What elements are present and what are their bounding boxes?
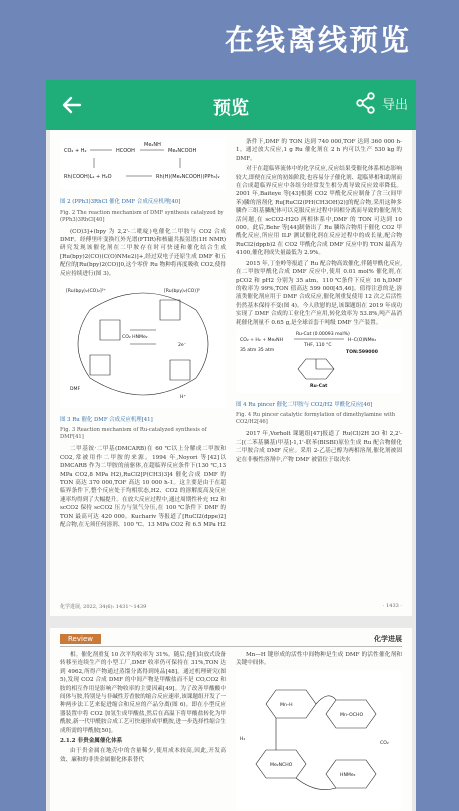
paragraph: 2017 年,Vorholt 课题组[47]报道了 Ru(Cl)2H 2O 和 2,2'-二[(二苯基膦基)甲基]-1,1'-联苯(BISBI)原位生成 Ru 配合物催化二甲胺合成 DMF 反应。采用 2-乙基己醇为两相溶剂,催化剂被固定在非极性溶剂中,产物 DMF 被留位于取决水 [236,431,402,463]
svg-text:H⁺: H⁺ [180,394,186,400]
svg-text:Mn–OCHO: Mn–OCHO [340,712,364,718]
svg-text:DMF: DMF [70,386,81,392]
svg-text:H–C(O)NMe₂: H–C(O)NMe₂ [348,337,377,343]
document-page-1[interactable] [50,130,412,616]
page-footer [60,603,402,610]
fig4-pressure-label: 35 atm 35 atm [240,347,275,353]
page-header-bar [60,634,402,647]
page2-left-column [60,651,226,811]
figure-4-caption-en: Fig. 4 Ru pincer catalytic formylation of dimethylamine with CO2/H2[46] [236,412,396,426]
fig4-solvent-label: THF, 110 °C [304,342,332,348]
export-label: 导出 [381,97,408,113]
footer-page-number: · 1433 · [382,603,402,609]
journal-name: 化学进展 [374,635,402,643]
svg-text:Me₂NCHO: Me₂NCHO [270,762,293,768]
section-subheading: 2.1.2 非贵金属催化体系 [60,738,123,745]
svg-text:Rh(COOH)L₂ + H₂O: Rh(COOH)L₂ + H₂O [64,174,112,180]
paragraph: 由于贵金属在地壳中的含量稀少,使用成本较高,因此,开发高效、廉和的非贵金属催化体系替代 [60,748,226,763]
svg-text:HNMe₂: HNMe₂ [340,772,356,778]
svg-text:HCOOH: HCOOH [116,148,135,154]
fig4-catalyst-label: Ru-Cat (0.00093 mol%) [296,331,350,337]
fig4-ton-label: TON:599000 [346,349,378,355]
headline: 在线离线预览 [224,23,411,57]
app-bar [46,80,416,130]
paragraph: 相。催化剂重复 10 次平均收率为 31%。随后,他们由放式设备转移至连续生产的小型工厂,DMF 收率仍可保持在 31%,TON 达到 4962,所得产物通过蒸馏分离得到纯品[48]。通过机理研究(图 5),发现 CO2 合成 DMF 的中间产物是甲酸盐而不是 CO,CO2 和胺的相互作用是影响产物收率的主要因素[49]。为了改善甲酸酸中间体与胺,特别是与非碱性芳香胺的缩合反应速率,该课题组开发了一种两步法工艺来促进缩合和反应的产品分离(图 6)。即在小型反应器装置中将 CO2 加氢生成甲酸盐,然后在高温下将甲酸盐转化为甲酰胺,新一代甲酰胺合成工艺可快速形成甲酰胺,进一步选择性缩合生成所需的甲酰胺[50]。 [60,652,226,734]
figure-5-scheme [236,670,402,810]
footer-journal-info: 化学进展, 2022, 34(6): 1431～1439 [60,604,147,610]
share-icon [356,92,376,114]
svg-text:CO₂ HNMe₂: CO₂ HNMe₂ [122,334,148,340]
page1-right-column [236,138,402,532]
figure-3-scheme [60,280,226,408]
figure-2-caption-en: Fig. 2 The reaction mechanism of DMF synthesis catalyzed by (PPh3)3RhCl[40] [60,209,224,223]
figure-3-caption-en: Fig. 3 Reaction mechanism of Ru-catalyzed synthesis of DMF[41] [60,427,207,441]
svg-text:Me₂NH: Me₂NH [144,142,161,148]
figure-4-scheme [236,329,402,393]
svg-text:Rh(H)(Me₂NCOOH)(PPh₃)₂: Rh(H)(Me₂NCOOH)(PPh₃)₂ [156,174,220,180]
svg-text:2e⁻: 2e⁻ [178,342,187,348]
document-page-2[interactable] [50,628,412,811]
paragraph: 二甲基铵·二甲基(DMCARB)在 60 ℃以上分解成二甲胺和 CO2,常被用作二甲胺的来源。1994 年,Noyori 等[42]以 DMCARB 作为二甲胺的前驱体,在超临界反应条件下(130 ℃,13 MPa CO2,8 MPa H2),RuCl2[P(CH3)3]4 催化合成 DMF 的 TON 高达 370 000,TOF 高达 10 000 h-1。这主要是由于在超临界条件下,整个反应处于均相状态,H2、CO2 的溶解度高及反应速率均得到了大幅提升。在放大反应过程中,通过周期性补充 H2 和 scCO2 保持 scCO2 压力与氢气分压,在 100 ℃条件下 DMF 的 TON 最高可达 420 000。Kuchariv 等报道了[RuCl2(dppe)2]配合物,在无须任何溶剂、100 ℃、13 MPa CO2 和 6.5 MPa H2 [60,446,226,529]
svg-text:H₂: H₂ [240,736,246,742]
figure-2-caption: 图 2 (PPh3)3RhCl 催化 DMF 合成反应机理[40] [60,199,181,205]
svg-text:[Ru(bpy)₂(CO)]⁰: [Ru(bpy)₂(CO)]⁰ [164,288,200,294]
svg-text:CO₂ + H₂: CO₂ + H₂ [64,148,87,154]
svg-text:Me₂NCOOH: Me₂NCOOH [168,148,197,154]
paragraph: Mn—H 键形成的活性中间物种是生成 DMF 的活性催化剂和关键中间体。 [236,652,402,667]
paragraph: 2015 年,丁奎岭等报道了 Ru 配合物高效催化,伴随甲酰化反应,在二甲胺甲酰化合成 DMF 反应中,使用 0.01 mol% 催化剂,在 pCO2 和 pH2 分别为 35 atm、110 ℃条件下反应 16 h,DMF 的收率为 99%,TON 值高达 599 000[45,46]。值得注意的是,溶液类催化剂应用于 DMF 合成反应,催化剂重复使用 12 次之后活性仍然基本保持不变(图 4)。今人欣慰的是,该课题组在 2019 年成功实现了 DMF 合成的工业化生产应用,转化效率为 53.8%,吨产品消耗催化剂量不 0.65 g,是全球首套千吨级 DMF 生产装置。 [236,260,402,326]
svg-text:Mn–H: Mn–H [280,702,293,708]
paragraph: 对于在超临界流体中的化学反应,反应结果受催化体系相态影响较大,即便在反应的初始阶段,也容易分子催化剂、超临界相和助剂而在合成超临界反应中各组分经常发生相分离导致反应效率降低。2001 年,Baiteye 等[43]根据 CO2 甲酰化反应制备了含三(间甲苯)膦的溶剂化 Ru[RuCl2(PH(CH3OH)2)]的配合物,采用这种多膦作三组基膦配体可以克服反应过程中因相分离而导致的催化剂失活问题,在 scCO2-H2O 两相体系中,DMF 的 TON 可达到 10 000。此后,Behr 等[44]制备出了 Ru 膦络合物用于催化 CO2 甲酰化反应,所应用 ILP 测试催化剂在反应过程中的成长量,配合物 RuCl2(dppb)2 在 CO2 甲酰化合成 DMF 反应中的 TON 最高为 4100,催化剂成失量最低为 2.9%。 [236,166,402,257]
svg-text:[Ru(bpy)₂(CO)₂]²⁺: [Ru(bpy)₂(CO)₂]²⁺ [66,288,106,294]
page1-left-column [60,138,226,532]
paragraph: (CO)3]+(bpy 为 2,2'-二吡啶)电催化二甲胺与 CO2 合成 DMF。经傅里叶变换红外光谱(FTIR)和核磁共振氢谱(1H NMR)研究发现该催化剂在二甲胺存在时可快速和催化结合生成[Ru(bpy)2(CO)(C(O)NMe2)]+,经过双电子还原生成 DMF 和五配位的[Ru(bpy)2(CO)]0,这个零价 Ru 物种将再度吸收 CO2,使得反应持续进行(图 3)。 [60,228,226,277]
fig4-catalyst-name: Ru-Cat [310,383,328,389]
export-button[interactable] [356,92,408,114]
page2-right-column [236,651,402,811]
figure-2-scheme [60,138,226,190]
phone-frame [46,80,416,811]
svg-text:CO₂: CO₂ [380,740,389,746]
page-title: 预览 [213,98,249,119]
paragraph: 条件下,DMF 的 TON 达到 740 000,TOF 达到 360 000 h-1。通过放大反应,1 g Ru 催化剂在 2 h 内可以生产 530 kg 的 DMF。 [236,139,402,162]
review-tag: Review [60,634,101,644]
figure-4-caption: 图 4 Ru pincer 催化二甲胺与 CO2/H2 甲酰化反应[46] [236,401,373,408]
svg-text:CO₂ + H₂ + Me₂NH: CO₂ + H₂ + Me₂NH [240,337,284,343]
figure-3-caption: 图 3 Ru 催化 DMF 合成反应机理[41] [60,416,153,423]
